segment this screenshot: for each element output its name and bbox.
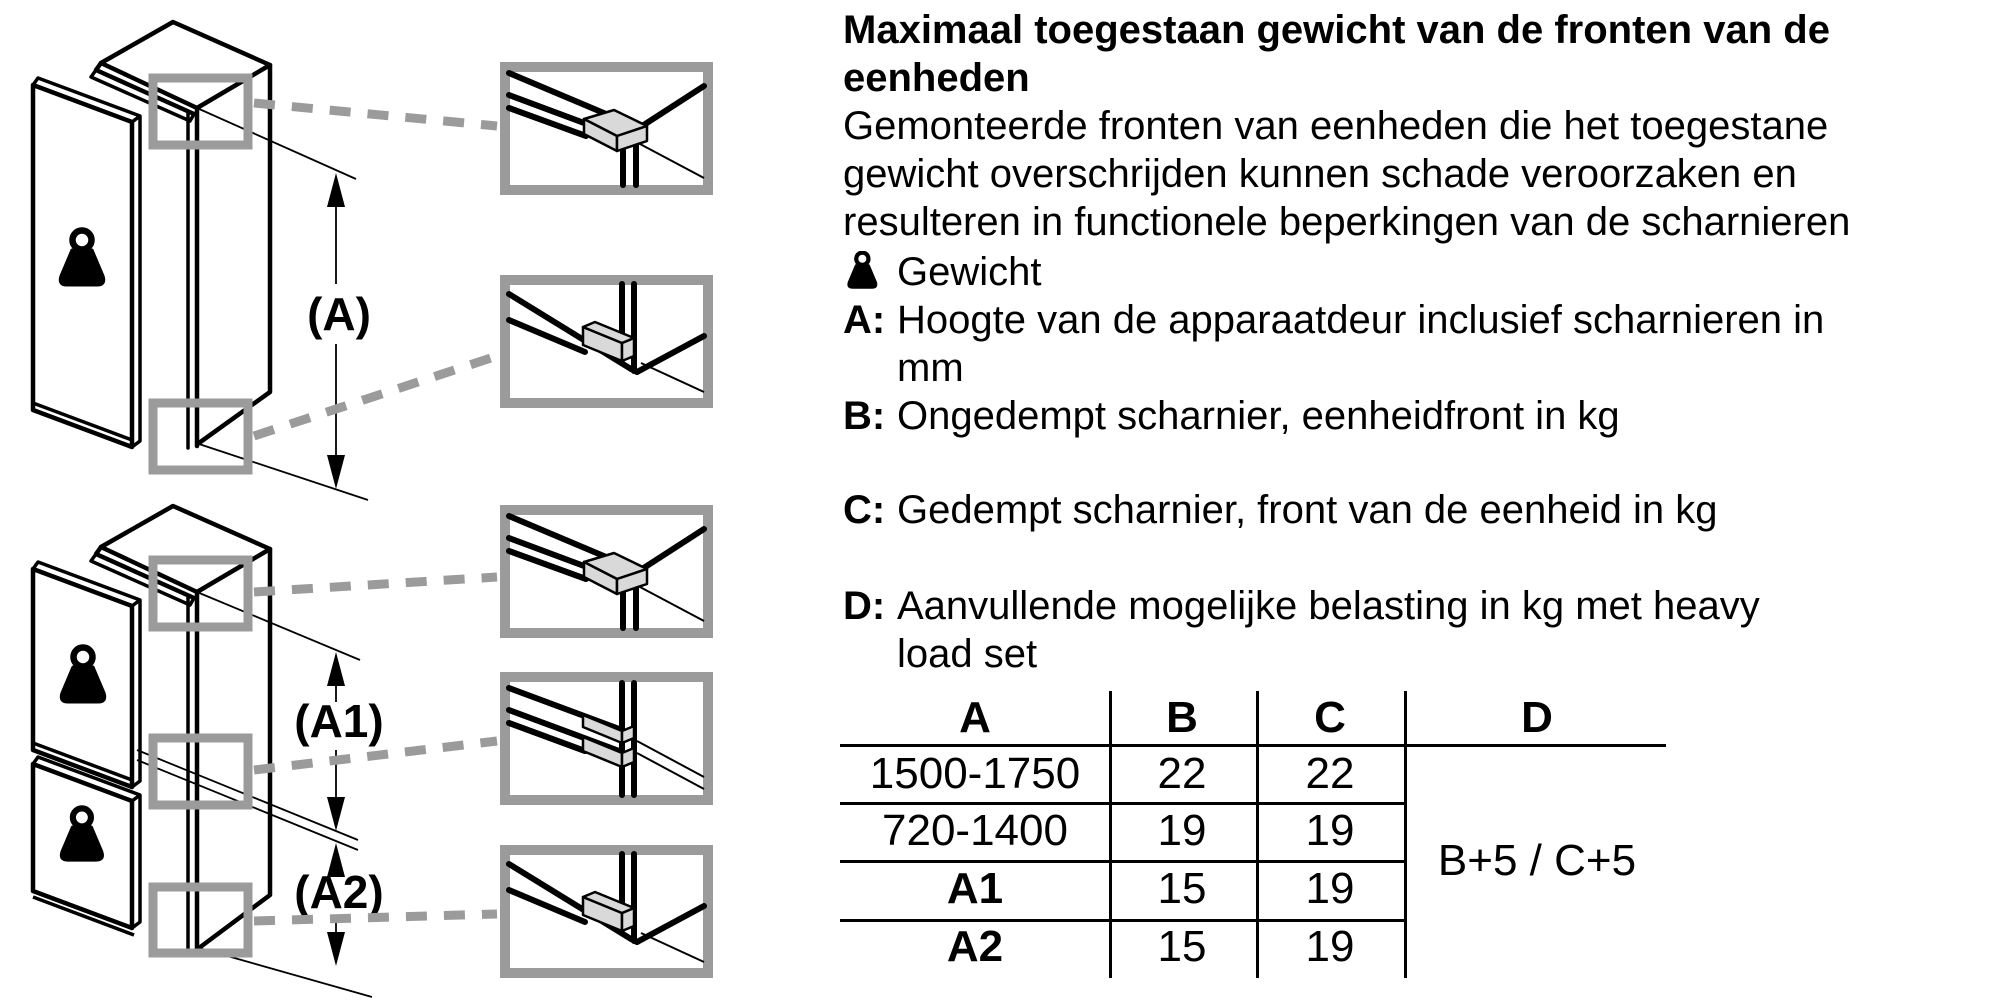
col-header-a: A	[959, 693, 991, 742]
hinge-highlight-frames	[153, 78, 248, 470]
d-merged-value: B+5 / C+5	[1437, 836, 1637, 885]
detail-box-top-hinge	[505, 67, 708, 190]
col-header-c: C	[1314, 693, 1346, 742]
legend-d-line1: Aanvullende mogelijke belasting in kg met heavy	[897, 584, 1760, 628]
legend-key-a: A:	[843, 298, 886, 342]
col-header-d: D	[1521, 693, 1553, 742]
page-title-line2: eenheden	[843, 56, 1030, 100]
dimension-a-label: (A)	[307, 288, 371, 340]
door-panel	[33, 78, 140, 447]
intro-line3: resulteren in functionele beperkingen van de scharnieren	[843, 200, 1851, 244]
legend-c-line1: Gedempt scharnier, front van de eenheid in kg	[897, 488, 1718, 532]
row4-c: 19	[1305, 922, 1355, 971]
legend-d-line2: load set	[897, 632, 1038, 676]
row2-c: 19	[1305, 806, 1355, 855]
row4-a: A2	[946, 922, 1004, 971]
single-door-appliance	[33, 22, 497, 500]
appliance-door-diagram	[0, 0, 830, 1000]
row3-b: 15	[1157, 864, 1207, 913]
page-title-line1: Maximaal toegestaan gewicht van de fronten van de	[843, 8, 1830, 52]
detail-box-middle-hinge	[505, 677, 708, 800]
table-col-rule-2	[1256, 691, 1259, 978]
intro-paragraph	[843, 102, 1850, 246]
detail-box-top-hinge-2	[505, 510, 708, 633]
table-header-rule	[840, 744, 1666, 747]
dimension-a	[307, 173, 371, 489]
table-col-rule-1	[1109, 691, 1112, 978]
detail-box-bottom-hinge	[505, 280, 708, 403]
row1-c: 22	[1305, 749, 1355, 798]
dimension-a1-label: (A1)	[294, 695, 384, 747]
upper-door-panel	[33, 562, 140, 787]
legend-a-line1: Hoogte van de apparaatdeur inclusief scharnieren in	[897, 298, 1825, 342]
legend-item-b	[843, 392, 1620, 440]
legend-item-a	[843, 296, 1824, 392]
legend-item-d	[843, 582, 1760, 678]
legend-key-c: C:	[843, 488, 886, 532]
col-header-b: B	[1166, 693, 1198, 742]
legend-key-d: D:	[843, 584, 886, 628]
row2-b: 19	[1157, 806, 1207, 855]
hinge-highlight-frames-2	[153, 560, 248, 953]
row3-c: 19	[1305, 864, 1355, 913]
table-col-rule-3	[1404, 691, 1407, 978]
row2-a: 720-1400	[882, 806, 1068, 855]
legend-a-line2: mm	[897, 346, 964, 390]
intro-line2: gewicht overschrijden kunnen schade veroorzaken en	[843, 152, 1797, 196]
detail-box-bottom-hinge-2	[505, 850, 708, 973]
legend-b-line1: Ongedempt scharnier, eenheidfront in kg	[897, 394, 1620, 438]
row1-a: 1500-1750	[869, 749, 1081, 798]
row3-a: A1	[946, 864, 1004, 913]
callout-connectors	[254, 103, 497, 436]
row1-b: 22	[1157, 749, 1207, 798]
weight-icon	[843, 251, 883, 302]
table-row-rule-2	[840, 860, 1406, 863]
double-door-appliance	[33, 506, 497, 997]
legend-key-b: B:	[843, 394, 886, 438]
page-title	[843, 6, 1830, 102]
intro-line1: Gemonteerde fronten van eenheden die het toegestane	[843, 104, 1829, 148]
legend-weight-label: Gewicht	[897, 250, 1042, 294]
table-row-rule-1	[840, 802, 1406, 805]
dimension-a2	[294, 843, 383, 966]
dimension-a2-label: (A2)	[294, 866, 384, 918]
row4-b: 15	[1157, 922, 1207, 971]
legend-item-c	[843, 486, 1718, 534]
dimension-a1	[294, 652, 383, 831]
legend-weight	[843, 248, 1042, 296]
